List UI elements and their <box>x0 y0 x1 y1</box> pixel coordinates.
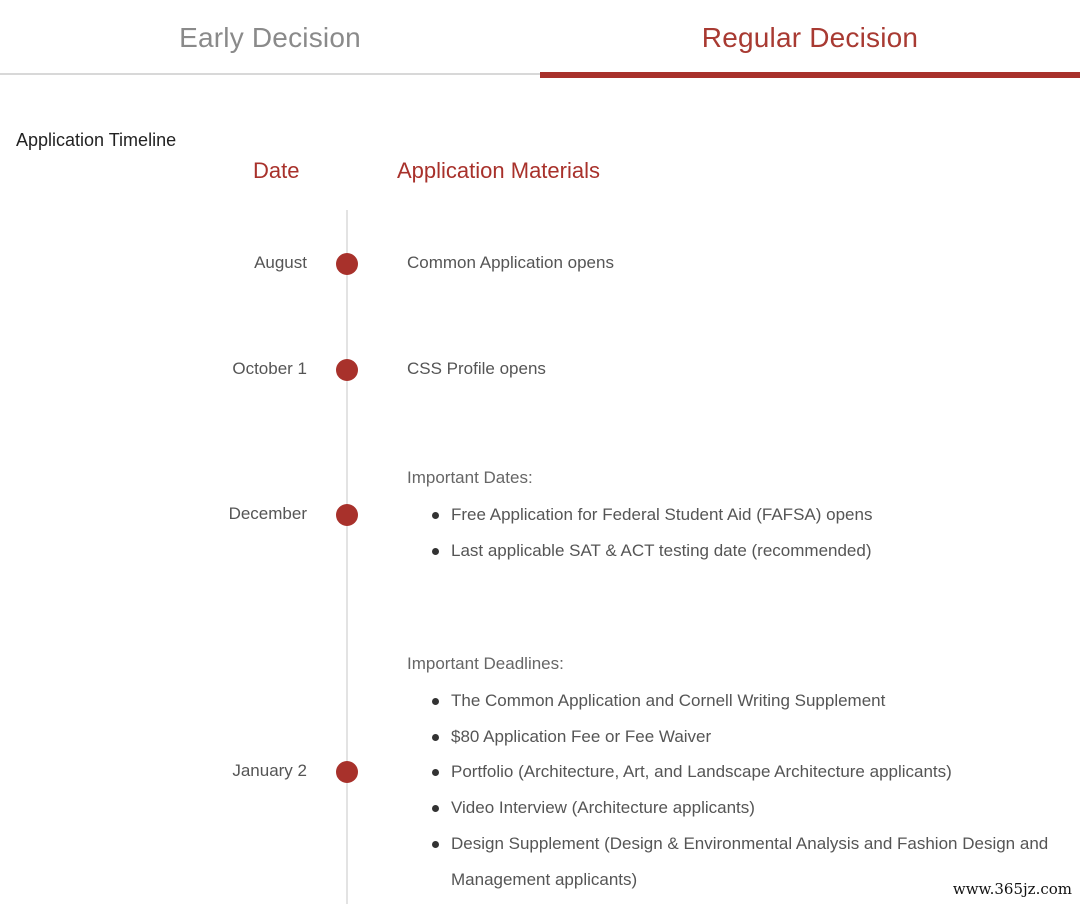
section-title: Application Timeline <box>16 130 177 150</box>
timeline-item: CSS Profile opens <box>407 359 546 378</box>
tab-early-decision[interactable]: Early Decision <box>179 22 361 53</box>
timeline-dot <box>336 504 358 526</box>
tab-underline <box>0 73 540 75</box>
list-item: The Common Application and Cornell Writing Supplement <box>451 683 1071 719</box>
timeline-date: January 2 <box>232 761 307 780</box>
list-item: Portfolio (Architecture, Art, and Landscape Architecture applicants) <box>451 754 1071 790</box>
important-deadlines-list <box>451 683 1071 897</box>
active-tab-indicator <box>540 72 1080 78</box>
list-item: Design Supplement (Design & Environmental Analysis and Fashion Design and Management applicants) <box>451 826 1071 897</box>
timeline-date: October 1 <box>232 359 307 378</box>
timeline-dot <box>336 253 358 275</box>
watermark: www.365jz.com <box>952 880 1072 898</box>
timeline-date: December <box>228 504 307 523</box>
date-column-header: Date <box>253 158 300 183</box>
timeline-dot <box>336 359 358 381</box>
timeline-line <box>346 210 348 904</box>
timeline-date: August <box>254 253 307 272</box>
list-item: Free Application for Federal Student Aid (FAFSA) opens <box>451 497 1071 533</box>
important-deadlines-heading: Important Deadlines: <box>407 654 564 673</box>
important-dates-list <box>451 497 1071 568</box>
list-item: $80 Application Fee or Fee Waiver <box>451 719 1071 755</box>
important-dates-heading: Important Dates: <box>407 468 533 487</box>
tab-regular-decision[interactable]: Regular Decision <box>701 22 919 53</box>
timeline-dot <box>336 761 358 783</box>
list-item: Last applicable SAT & ACT testing date (recommended) <box>451 533 1071 569</box>
decision-tabs <box>0 0 1080 80</box>
timeline-item: Common Application opens <box>407 253 614 272</box>
materials-column-header: Application Materials <box>397 158 600 183</box>
list-item: Video Interview (Architecture applicants) <box>451 790 1071 826</box>
